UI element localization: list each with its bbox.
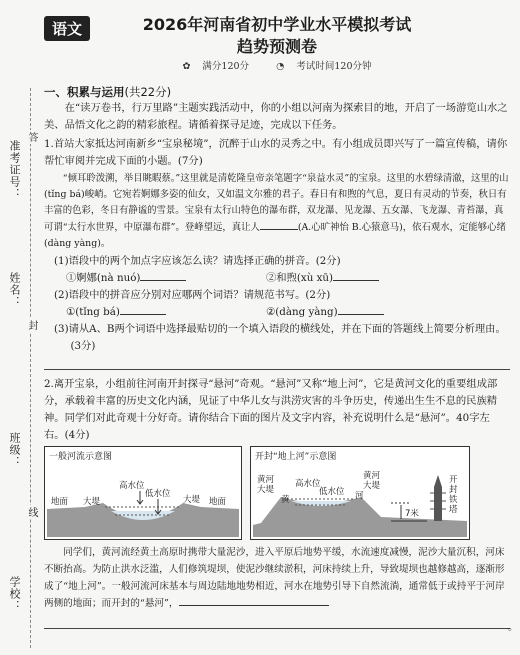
diag2-label: 高水位 <box>295 479 321 489</box>
q1-sub2-options <box>66 304 510 321</box>
question-2-stem: 2.离开宝泉，小组前往河南开封探寻“悬河”奇观。“悬河”又称“地上河”，它是黄河文化的重要组成部分，承载着丰富的历史文化内涵，见证了中华儿女与洪涝灾害的斗争历史，传递出生生不息的民族精神。同学们对此奇观十分好奇。请你结合下面的图片及文字内容，补充说明什么是“悬河”。40字左右。(4分) <box>44 378 498 441</box>
class-label: 班级： <box>8 432 21 468</box>
diagram-title: 开封“地上河”示意图 <box>255 452 337 462</box>
period-mark: 。 <box>508 622 518 633</box>
q1-sub2-a: ①(tǐng bá) <box>66 306 120 318</box>
paper-header <box>44 6 510 80</box>
diag1-label: 地面 <box>209 497 227 507</box>
diag1-label: 低水位 <box>145 489 171 499</box>
paper-title: 2026年河南省初中学业水平模拟考试 <box>142 15 412 34</box>
answer-blank[interactable] <box>179 605 329 606</box>
paper-content <box>44 6 518 635</box>
diag2-label: 黄 <box>281 495 290 505</box>
diag2-label: 低水位 <box>319 487 345 497</box>
diag2-label: 黄河大堤 <box>363 471 381 491</box>
subject-badge: 语文 <box>44 16 90 41</box>
full-score: ✿ 满分120分 <box>182 61 250 72</box>
answer-blank[interactable] <box>120 304 166 315</box>
normal-river-diagram <box>44 446 242 540</box>
gutter-mark-answer: 答 <box>26 132 37 142</box>
question-1-passage: “倾耳聆泼溯，举目眺暇蔡。”这里就是清乾隆皇帝亲笔题字“泉益水灵”的宝泉。这里的水碧绿清澈，这里的山(tǐng bá)峻峭。它宛若婀娜多姿的仙女，又如温文尔雅的君子。春日有和煦的气息，夏日有灵动的节奏，秋日有丰富的色彩，冬日有静谧的雪景。宝泉有太行山特色的瀑布群，双龙瀑、见龙瀑、五女瀑、飞龙瀑、青苔瀑，真可谓“太行水世界，中原瀑布群”。登峰望远，真让人 (A.心旷神怡 B.心猿意马)，依石观水，定能够心绪(dàng yàng)。 <box>44 173 509 249</box>
diag1-label: 大堤 <box>83 497 101 507</box>
diag2-label: 开封铁塔 <box>449 475 458 515</box>
exam-id-label: 准考证号： <box>8 140 21 200</box>
answer-line[interactable] <box>44 618 518 633</box>
question-2-paragraph: 同学们，黄河流经黄土高原时携带大量泥沙，进入平原后地势平缓，水流速度减慢，泥沙大量沉积，河床不断抬高。为防止洪水泛滥，人们修筑堤坝，使泥沙继续淤积，河床持续上升，导致堤坝也越修越高，逐渐形成了“地上河”。一般河流河床基本与周边陆地地势相近，河水在地势引导下自然流淌，通常低于或持平于河岸两侧的地面；而开封的“悬河”， <box>44 547 505 609</box>
diag2-label: 7米 <box>405 509 419 519</box>
diag1-label: 地面 <box>51 497 69 507</box>
section-intro: 在“读万卷书，行万里路”主题实践活动中，你的小组以河南为探索目的地，开启了一场游览山水之美、品悟文化之韵的精彩旅程。请循着探寻足迹，完成以下任务。 <box>44 102 508 131</box>
q1-sub1: (1)语段中的两个加点字应该怎么读？请选择正确的拼音。(2分) <box>54 255 341 267</box>
answer-line[interactable] <box>44 359 510 370</box>
cut-line <box>30 88 31 648</box>
q1-sub2-b: ②(dàng yàng) <box>266 306 338 318</box>
gutter-mark-seal: 封 <box>26 320 37 330</box>
exam-time: ◔ 考试时间120分钟 <box>276 61 372 72</box>
q1-sub1-b: ②和煦(xù xū) <box>266 272 334 284</box>
name-label: 姓名： <box>8 272 21 308</box>
q1-sub2: (2)语段中的拼音应分别对应哪两个词语？请规范书写。(2分) <box>54 289 331 301</box>
section-heading: 一、积累与运用(共22分) <box>44 85 172 99</box>
normal-river-drawing <box>45 447 241 539</box>
diag1-label: 高水位 <box>119 481 145 491</box>
diagram-title: 一般河流示意图 <box>49 452 113 462</box>
school-label: 学校： <box>8 576 21 612</box>
diagram-row <box>44 446 510 540</box>
question-1-stem: 1.首站大家抵达河南新乡“宝泉秘境”，沉醉于山水的灵秀之中。有小组成员即兴写了一篇宣传稿，请你帮忙审阅并完成下面的小题。(7分) <box>44 138 508 167</box>
paper-subtitle: 趋势预测卷 <box>236 37 317 56</box>
binding-gutter <box>0 0 42 655</box>
passage-blank[interactable] <box>260 219 298 230</box>
paper-meta <box>44 58 510 72</box>
answer-blank[interactable] <box>338 304 384 315</box>
answer-blank[interactable] <box>333 270 379 281</box>
q1-sub3: (3)请从A、B两个词语中选择最贴切的一个填入语段的横线处，并在下面的答题线上简要分析理由。(3分) <box>54 323 506 352</box>
diag2-label: 黄河大堤 <box>257 475 275 495</box>
score-icon: ✿ <box>182 61 191 72</box>
q1-sub1-a: ①婀娜(nà nuó) <box>66 272 141 284</box>
answer-blank[interactable] <box>140 270 186 281</box>
diag2-label: 河 <box>355 491 364 501</box>
suspended-river-diagram <box>250 446 470 540</box>
gutter-mark-line: 线 <box>26 507 37 517</box>
q1-sub1-options <box>66 270 510 287</box>
clock-icon: ◔ <box>276 61 285 72</box>
diag1-label: 大堤 <box>183 495 201 505</box>
